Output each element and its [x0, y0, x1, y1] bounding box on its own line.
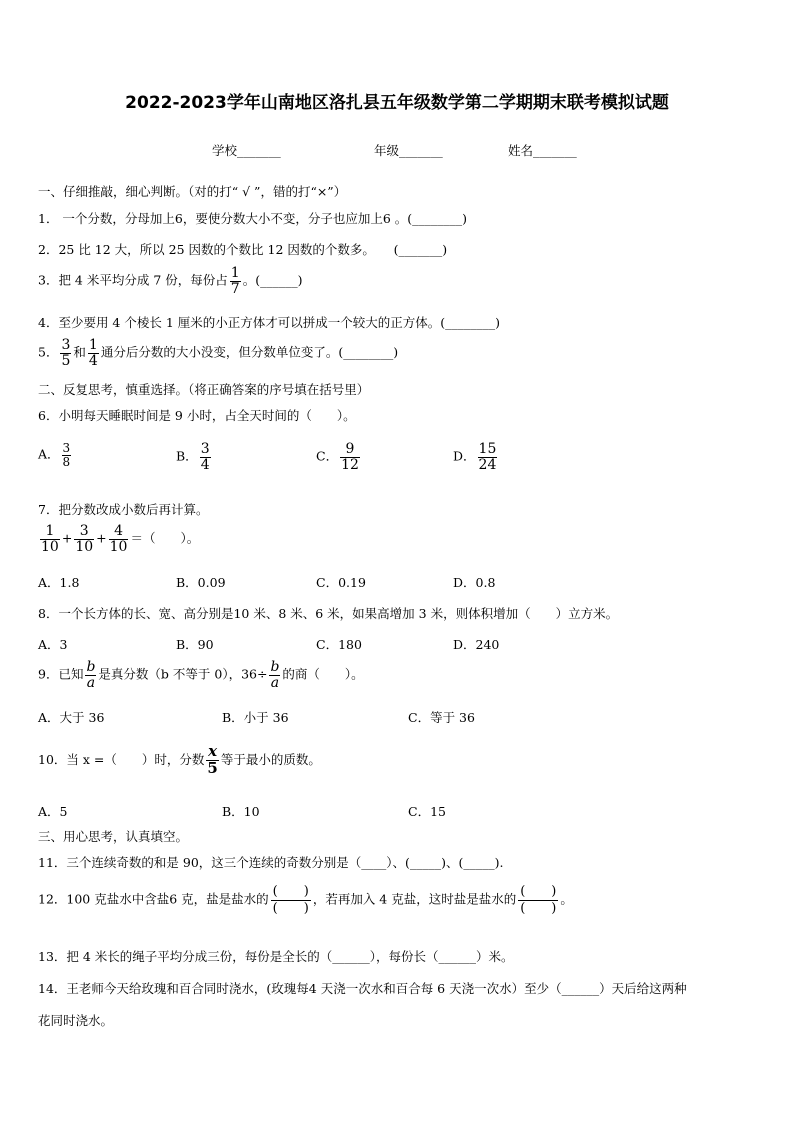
fraction: $\frac{15}{24}$	[478, 441, 497, 473]
option-b[interactable]: B． $\frac{3}{4}$	[176, 441, 210, 473]
question-13: 13．把 4 米长的绳子平均分成三份，每份是全长的（______），每份长（______）米。	[38, 949, 514, 964]
option-c[interactable]: C． $\frac{9}{12}$	[316, 441, 359, 473]
option-a[interactable]: A．3	[38, 637, 68, 652]
fraction: $\frac{3}{8}$	[62, 441, 71, 469]
fraction: $\frac{1}{10}$	[41, 523, 59, 555]
option-a[interactable]: A．1.8	[38, 575, 80, 590]
question-6: 6．小明每天睡眠时间是 9 小时，占全天时间的（ ）。	[38, 408, 356, 423]
option-c[interactable]: C．15	[408, 804, 446, 819]
option-d[interactable]: D． $\frac{15}{24}$	[453, 441, 497, 473]
option-b[interactable]: B．10	[222, 804, 260, 819]
option-c[interactable]: C．0.19	[316, 575, 366, 590]
question-1: 1． 一个分数，分母加上6，要使分数大小不变，分子也应加上6 。(________)	[38, 211, 468, 226]
option-c[interactable]: C．180	[316, 637, 362, 652]
fraction: $\frac{b}{a}$	[86, 659, 96, 691]
fraction: $\frac{3}{10}$	[75, 523, 94, 555]
question-3	[38, 266, 302, 296]
question-2: 2．25 比 12 大，所以 25 因数的个数比 12 因数的个数多。 (_______)	[38, 242, 448, 257]
fraction: $\frac{4}{10}$	[109, 523, 128, 555]
option-d[interactable]: D．240	[453, 637, 500, 652]
section-1-heading: 一、仔细推敲，细心判断。（对的打“ √ ”，错的打“×”）	[38, 184, 347, 199]
question-3-answer: 。(______)	[242, 272, 303, 288]
question-8: 8．一个长方体的长、宽、高分别是10 米、8 米、6 米，如果高增加 3 米，则体积增加（ ）立方米。	[38, 606, 619, 621]
name-field: 姓名_______	[508, 143, 577, 158]
fraction: $\frac{3}{5}$	[61, 337, 71, 369]
page-title: 2022-2023学年山南地区洛扎县五年级数学第二学期期末联考模拟试题	[125, 93, 669, 113]
answer-fraction-blank: $\frac{( )}{( )}$	[520, 884, 557, 916]
answer-fraction-blank: $\frac{( )}{( )}$	[272, 884, 309, 916]
fraction: $\frac{9}{12}$	[341, 441, 359, 473]
fraction: $\frac{b}{a}$	[270, 659, 280, 691]
fraction: $\frac{x}{5}$	[207, 742, 218, 777]
grade-field: 年级_______	[374, 143, 443, 158]
fraction: $\frac{1}{7}$	[230, 265, 240, 297]
school-field: 学校_______	[212, 143, 281, 158]
question-3-text: 3．把 4 米平均分成 7 份，每份占	[38, 272, 228, 288]
option-a[interactable]: A．5	[38, 804, 68, 819]
option-a[interactable]: A．大于 36	[38, 710, 105, 725]
question-14-line-2: 花同时浇水。	[38, 1013, 114, 1028]
section-3-heading: 三、用心思考，认真填空。	[38, 829, 189, 844]
question-10: 10．当 x =（ ）时，分数 $\frac{x}{5}$ 等于最小的质数。	[38, 742, 321, 777]
fraction: $\frac{3}{4}$	[200, 441, 210, 473]
question-7: 7．把分数改成小数后再计算。	[38, 502, 209, 517]
option-c[interactable]: C．等于 36	[408, 710, 475, 725]
question-4: 4．至少要用 4 个棱长 1 厘米的小正方体才可以拼成一个较大的正方体。(________)	[38, 315, 501, 330]
option-b[interactable]: B．小于 36	[222, 710, 289, 725]
question-9: 9．已知 $\frac{b}{a}$ 是真分数（b 不等于 0），36÷ $\frac{b}{a}$ 的商（ ）。	[38, 659, 364, 691]
question-11: 11．三个连续奇数的和是 90，这三个连续的奇数分别是（____）、(_____)、(_____).	[38, 855, 504, 870]
fraction: $\frac{1}{4}$	[88, 337, 98, 369]
section-2-heading: 二、反复思考，慎重选择。（将正确答案的序号填在括号里）	[38, 382, 370, 397]
question-14-line-1: 14．王老师今天给玫瑰和百合同时浇水，(玫瑰每4 天浇一次水和百合每 6 天浇一次水）至少（______）天后给这两种	[38, 981, 687, 996]
option-d[interactable]: D．0.8	[453, 575, 496, 590]
question-12: 12．100 克盐水中含盐6 克，盐是盐水的 $\frac{( )}{( )}$ ，若再加入 4 克盐，这时盐是盐水的 $\frac{( )}{( )}$ 。	[38, 884, 573, 916]
option-a[interactable]: A． $\frac{3}{8}$	[38, 441, 71, 469]
question-7-expression: $\frac{1}{10}$ + $\frac{3}{10}$ + $\frac{4}{10}$ ＝（ ）。	[41, 523, 200, 555]
option-b[interactable]: B．0.09	[176, 575, 226, 590]
option-b[interactable]: B．90	[176, 637, 214, 652]
question-5: 5． $\frac{3}{5}$ 和 $\frac{1}{4}$ 通分后分数的大小没变，但分数单位变了。(________)	[38, 337, 399, 369]
